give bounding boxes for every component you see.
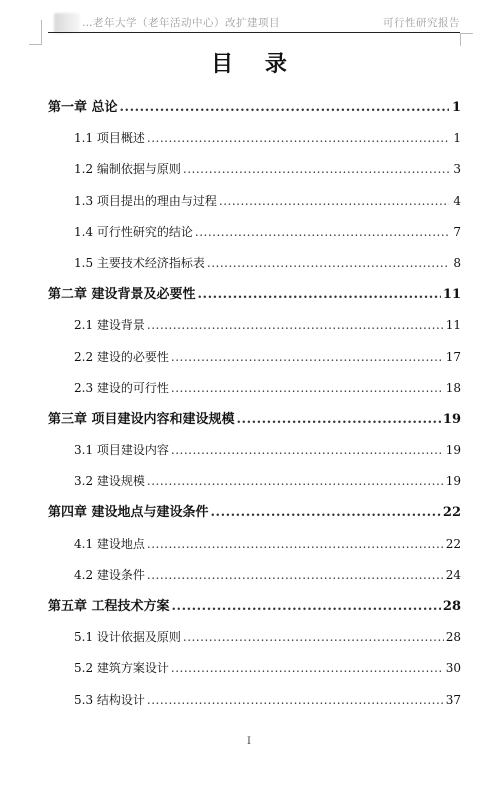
toc-section-entry[interactable] (48, 622, 461, 653)
toc-entry-label: 第五章 工程技术方案 (48, 599, 170, 614)
crop-mark-right (460, 33, 473, 46)
toc-section-entry[interactable] (48, 123, 461, 154)
toc-entry-page: 1 (453, 131, 461, 146)
toc-entry-label: 1.3 项目提出的理由与过程 (74, 193, 217, 208)
toc-dot-leader (171, 653, 444, 684)
toc-chapter-entry[interactable] (48, 279, 461, 310)
toc-entry-label: 1.4 可行性研究的结论 (74, 224, 193, 239)
toc-dot-leader (147, 529, 444, 560)
toc-section-entry[interactable] (48, 342, 461, 373)
toc-section-entry[interactable] (48, 310, 461, 341)
toc-section-entry[interactable] (48, 186, 461, 217)
toc-entry-label: 1.5 主要技术经济指标表 (74, 255, 205, 270)
toc-section-entry[interactable] (48, 435, 461, 466)
toc-entry-label: 第四章 建设地点与建设条件 (48, 505, 209, 521)
toc-entry-page: 22 (445, 536, 461, 551)
toc-entry-page: 30 (445, 661, 461, 676)
header-rule (48, 32, 460, 33)
toc-dot-leader (147, 123, 449, 154)
toc-entry-label: 4.1 建设地点 (74, 536, 145, 551)
toc-dot-leader (219, 186, 449, 217)
toc-dot-leader (183, 622, 444, 653)
toc-entry-label: 3.1 项目建设内容 (74, 443, 169, 458)
toc-entry-page: 19 (445, 443, 461, 458)
toc-section-entry[interactable] (48, 529, 461, 560)
toc-entry-label: 1.1 项目概述 (74, 131, 145, 146)
toc-entry-page: 22 (442, 505, 461, 521)
toc-section-entry[interactable] (48, 154, 461, 185)
toc-dot-leader (120, 92, 449, 123)
toc-entry-page: 17 (445, 349, 461, 364)
toc-entry-label: 5.2 建筑方案设计 (74, 661, 169, 676)
toc-entry-page: 1 (451, 100, 461, 115)
toc-section-entry[interactable] (48, 373, 461, 404)
table-of-contents (48, 92, 461, 716)
toc-section-entry[interactable] (48, 685, 461, 716)
toc-entry-label: 2.3 建设的可行性 (74, 380, 169, 395)
toc-dot-leader (172, 591, 441, 622)
toc-section-entry[interactable] (48, 653, 461, 684)
page-header (0, 0, 498, 48)
footer-page-number: I (247, 736, 251, 747)
toc-dot-leader (171, 342, 444, 373)
toc-dot-leader (211, 497, 441, 528)
toc-entry-page: 28 (442, 599, 461, 614)
header-report-type: 可行性研究报告 (383, 17, 460, 29)
toc-entry-label: 5.1 设计依据及原则 (74, 630, 181, 645)
toc-dot-leader (147, 685, 444, 716)
toc-section-entry[interactable] (48, 560, 461, 591)
toc-entry-page: 19 (442, 411, 461, 427)
toc-entry-page: 19 (445, 474, 461, 489)
toc-dot-leader (183, 154, 449, 185)
redacted-blur (54, 13, 80, 33)
toc-entry-label: 2.1 建设背景 (74, 318, 145, 333)
toc-section-entry[interactable] (48, 217, 461, 248)
toc-entry-page: 8 (453, 255, 461, 270)
toc-dot-leader (171, 435, 444, 466)
toc-entry-page: 11 (442, 287, 461, 303)
toc-entry-page: 28 (445, 630, 461, 645)
toc-entry-label: 第二章 建设背景及必要性 (48, 287, 196, 303)
toc-dot-leader (147, 466, 444, 497)
toc-entry-label: 2.2 建设的必要性 (74, 349, 169, 364)
toc-entry-page: 7 (453, 224, 461, 239)
toc-dot-leader (147, 310, 444, 341)
toc-chapter-entry[interactable] (48, 404, 461, 435)
toc-chapter-entry[interactable] (48, 591, 461, 622)
toc-entry-label: 第三章 项目建设内容和建设规模 (48, 411, 235, 427)
toc-dot-leader (147, 560, 444, 591)
header-project-name: …老年大学（老年活动中心）改扩建项目 (82, 17, 280, 29)
toc-dot-leader (237, 404, 441, 435)
toc-entry-page: 37 (445, 692, 461, 707)
toc-dot-leader (171, 373, 444, 404)
page-title: 目 录 (211, 52, 299, 77)
toc-entry-label: 1.2 编制依据与原则 (74, 162, 181, 177)
toc-entry-page: 11 (445, 318, 461, 333)
toc-dot-leader (195, 217, 449, 248)
crop-mark-left (29, 20, 42, 45)
toc-entry-page: 18 (445, 380, 461, 395)
toc-dot-leader (207, 248, 449, 279)
toc-chapter-entry[interactable] (48, 497, 461, 528)
toc-chapter-entry[interactable] (48, 92, 461, 123)
toc-entry-label: 3.2 建设规模 (74, 474, 145, 489)
toc-dot-leader (198, 279, 441, 310)
toc-section-entry[interactable] (48, 466, 461, 497)
toc-entry-label: 4.2 建设条件 (74, 567, 145, 582)
toc-section-entry[interactable] (48, 248, 461, 279)
toc-entry-page: 24 (445, 567, 461, 582)
toc-entry-label: 5.3 结构设计 (74, 692, 145, 707)
toc-entry-page: 4 (453, 193, 461, 208)
toc-entry-page: 3 (453, 162, 461, 177)
toc-entry-label: 第一章 总论 (48, 100, 118, 115)
